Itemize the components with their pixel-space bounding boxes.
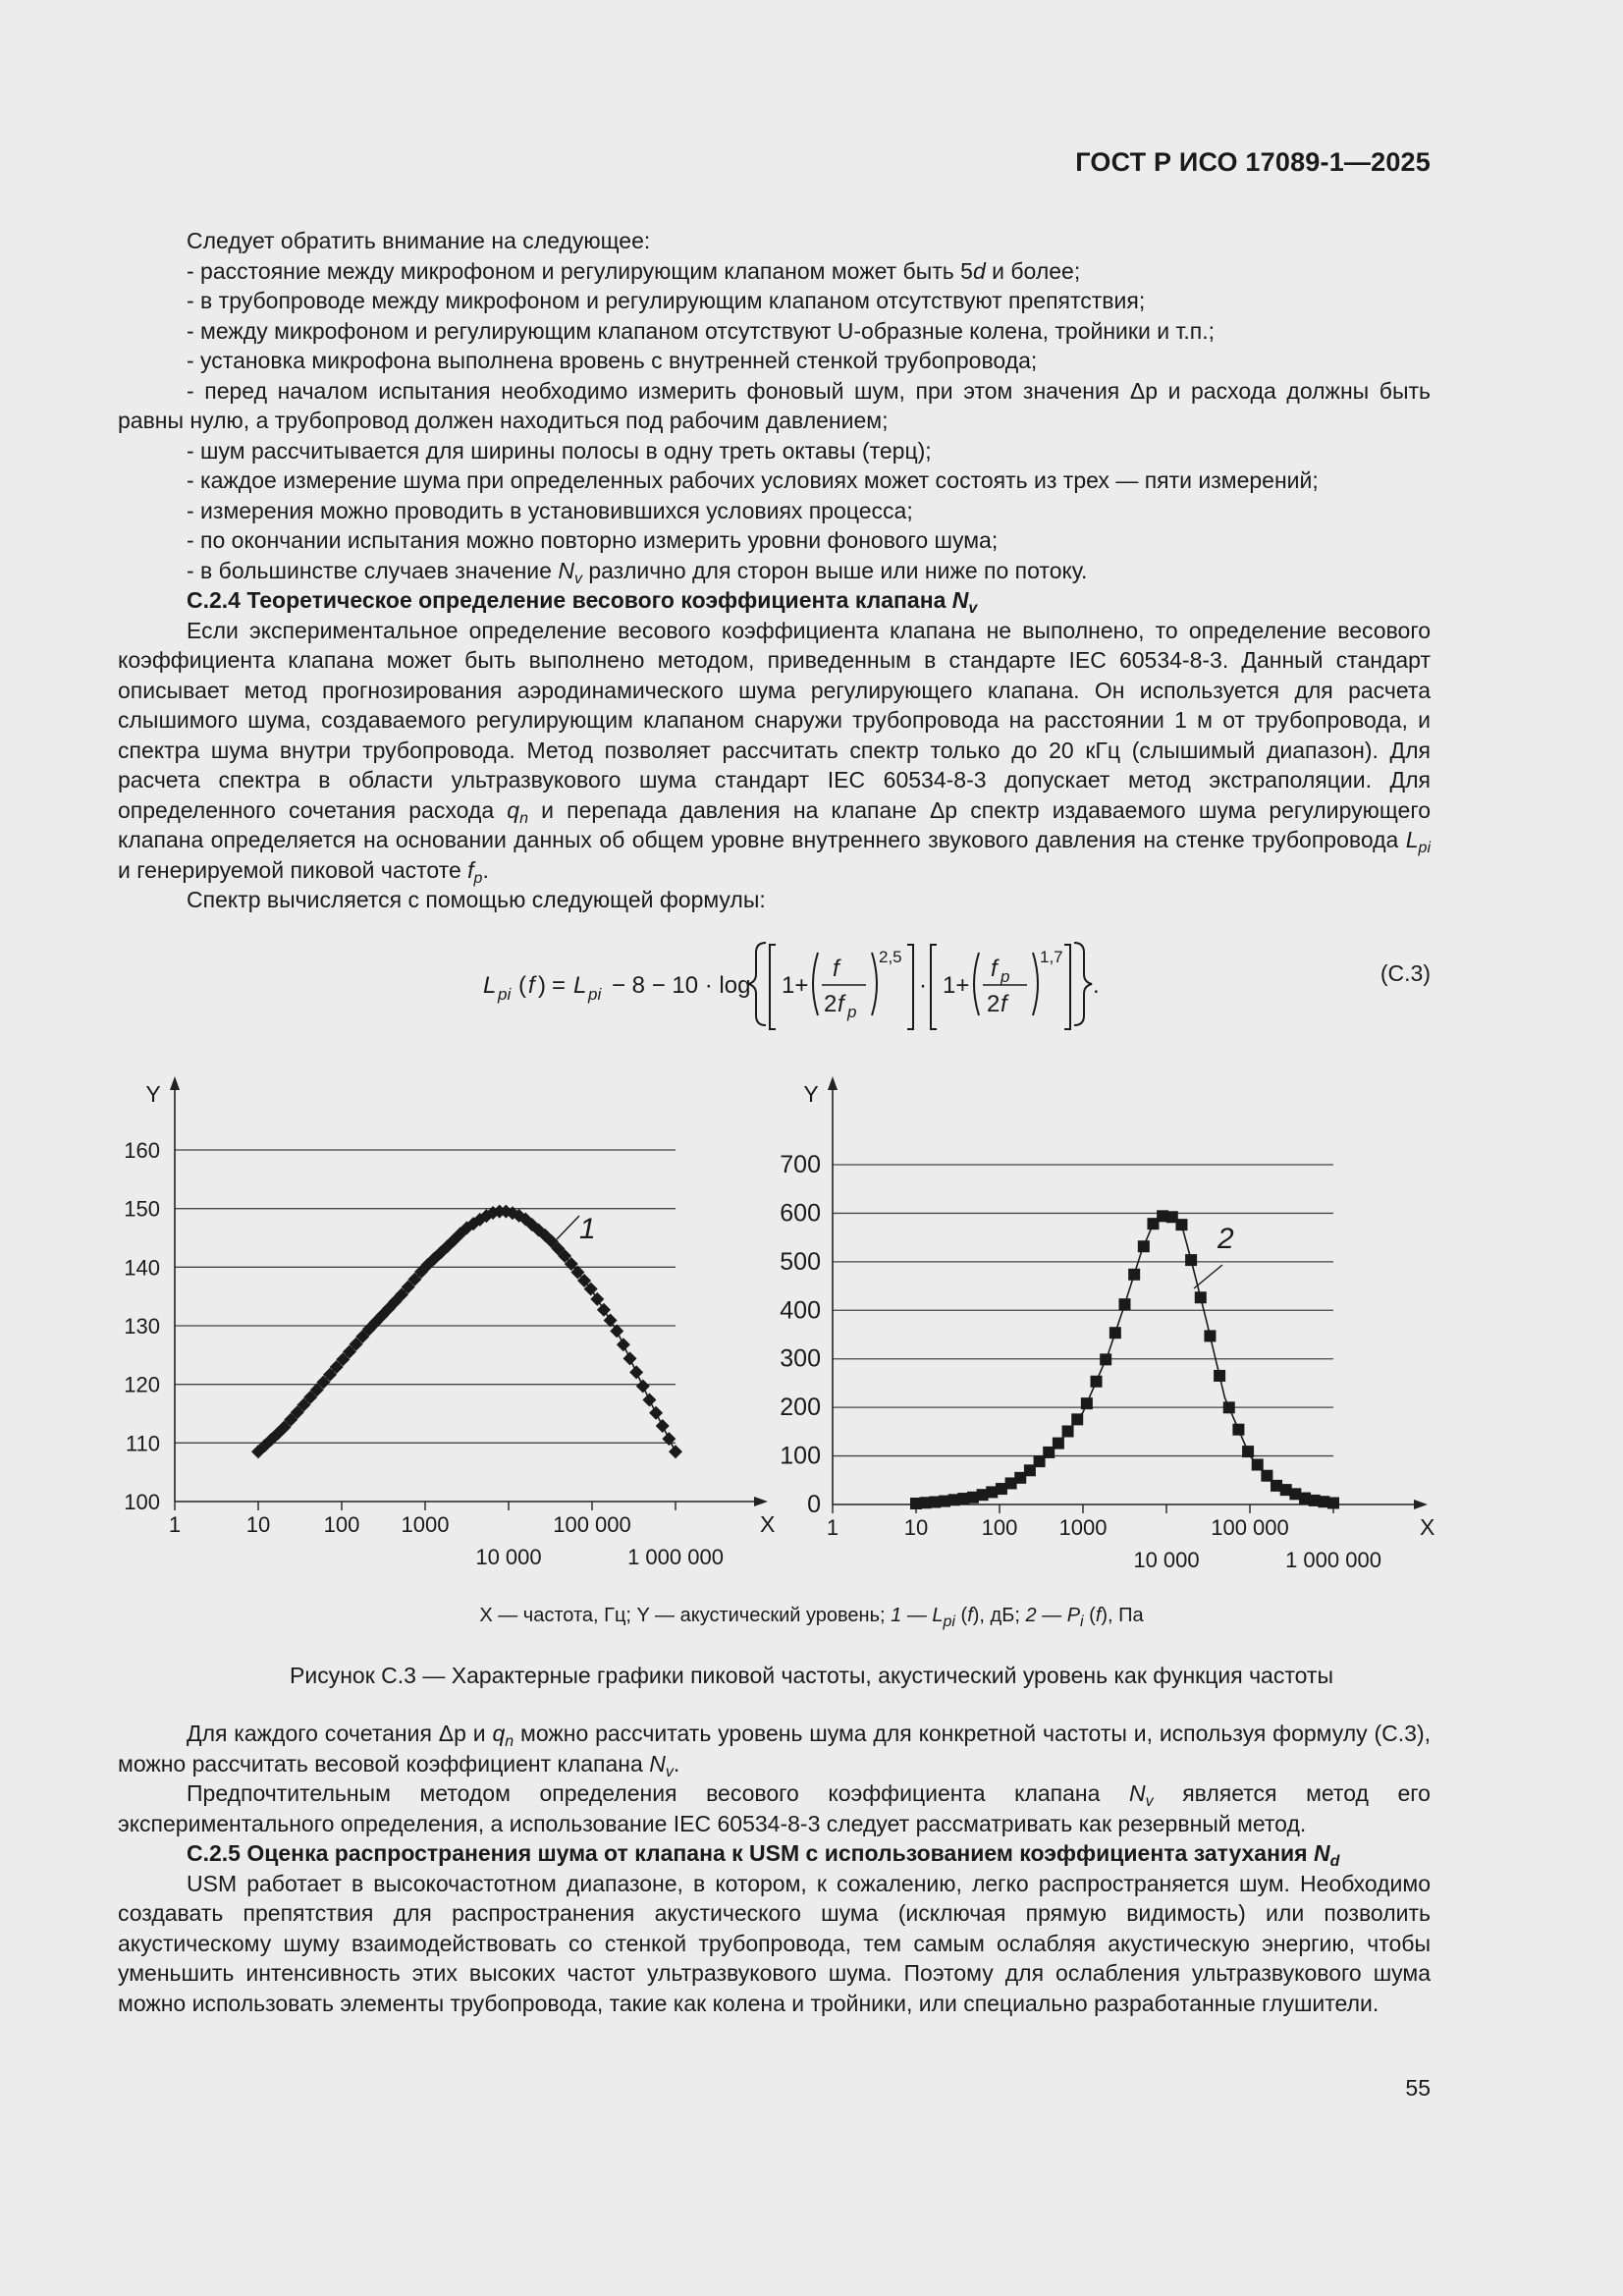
x-tick-label: 1: [168, 1512, 182, 1537]
data-point: [1185, 1254, 1197, 1266]
data-point: [1091, 1376, 1103, 1388]
data-point: [642, 1394, 656, 1407]
paragraph: Предпочтительным методом определения весового коэффициента клапана $N_v$ является метод его экспериментального определения, а использование IEC 60534-8-3 следует рассматривать как резервный метод.: [118, 1780, 1431, 1836]
bullet-item: - расстояние между микрофоном и регулирующим клапаном может быть 5d и более;: [187, 257, 1081, 284]
section-heading: С.2.5 Оценка распространения шума от клапана к USM с использованием коэффициента затухания $N_d$: [187, 1840, 1340, 1870]
x-tick-label: 100 000: [1211, 1515, 1289, 1540]
formula-pi2: pi: [588, 985, 602, 1004]
data-point: [1204, 1330, 1216, 1341]
bullet-item: - перед началом испытания необходимо измерить фоновый шум, при этом значения Δp и расхода должны быть равны нулю, а трубопровод должен находиться под рабочим давлением;: [118, 377, 1431, 433]
data-point: [629, 1365, 643, 1379]
formula-L: L: [483, 972, 497, 999]
paren-left-2: [974, 953, 979, 1015]
paragraph: USM работает в высокочастотном диапазоне, в котором, к сожалению, легко распространяется шум. Необходимо создавать препятствия для распространения акустического шума (исключая прямую видимость) или позволить акустическому шуму взаимодействовать со стенкой трубопровода, тем самым ослабляя акустическую энергию, чтобы уменьшить интенсивность этих высоких частот ультразвукового шума. Поэтому для ослабления ультразвукового шума можно использовать элементы трубопровода, такие как колена и тройники, или специально разработанные глушители.: [118, 1870, 1431, 2016]
data-point: [1053, 1438, 1064, 1449]
x-tick-label: 10 000: [1133, 1548, 1200, 1572]
data-point: [617, 1338, 630, 1351]
bullet-item: - шум рассчитывается для ширины полосы в одну треть октавы (терц);: [187, 437, 932, 464]
x-tick-label: 10: [903, 1515, 929, 1540]
formula-paren: ): [538, 972, 546, 999]
paragraph: Если экспериментальное определение весового коэффициента клапана не выполнено, то определение весового коэффициента клапана может быть выполнено методом, приведенным в стандарте IEC 60534-8-3. Данный стандарт описывает метод прогнозирования аэродинамического шума регулирующего клапана. Он используется для расчета слышимого шума, создаваемого регулирующим клапаном снаружи трубопровода на расстоянии 1 м от трубопровода, и спектра шума внутри трубопровода. Метод позволяет рассчитать спектр только до 20 кГц (слышимый диапазон). Для расчета спектра в области ультразвукового шума стандарт IEC 60534-8-3 допускает метод экстраполяции. Для определенного сочетания расхода $q_n$ и перепада давления на клапане Δp спектр издаваемого шума регулирующего клапана определяется на основании данных об общем уровне внутреннего звукового давления на стенке трубопровода $L_{pi}$ и генерируемой пиковой частоте $f_p$.: [118, 617, 1431, 887]
data-point: [1100, 1353, 1111, 1365]
x-tick-label: 1000: [401, 1512, 450, 1537]
formula-number: (C.3): [1380, 960, 1431, 986]
formula-one-plus-2: 1+: [943, 972, 970, 999]
y-axis-arrow: [170, 1076, 180, 1090]
paren-left: [813, 953, 818, 1015]
data-point: [1128, 1269, 1140, 1281]
y-tick-label: 100: [780, 1442, 821, 1470]
frac1-num: f: [833, 956, 839, 982]
y-axis-arrow: [828, 1076, 838, 1090]
formula-dot: ·: [919, 972, 927, 999]
brace-right: [1074, 943, 1092, 1025]
formula-pi: pi: [498, 985, 512, 1004]
data-point: [1062, 1425, 1074, 1437]
data-point: [1195, 1291, 1207, 1303]
y-tick-label: 110: [125, 1431, 160, 1456]
x-tick-label: 100: [981, 1515, 1018, 1540]
bracket-2-right: [1064, 945, 1070, 1029]
y-axis-letter: Y: [803, 1081, 819, 1107]
formula-graphic: [471, 931, 1100, 1049]
series-label: 1: [579, 1213, 596, 1245]
series-markers: [251, 1205, 682, 1459]
series-label-leader: [557, 1216, 579, 1239]
x-tick-label: 1: [826, 1515, 839, 1540]
figure-legend: X — частота, Гц; Y — акустический уровень; 1 — $L_{pi}$ (f), дБ; 2 — $P_i$ (f), Па: [479, 1605, 1144, 1630]
data-point: [623, 1351, 637, 1365]
y-tick-label: 600: [780, 1199, 821, 1228]
intro-line: Следует обратить внимание на следующее:: [187, 228, 651, 253]
bullet-item: - в большинстве случаев значение $N_v$ различно для сторон выше или ниже по потоку.: [187, 557, 1088, 587]
data-point: [649, 1406, 663, 1420]
x-tick-label: 1 000 000: [627, 1545, 724, 1569]
y-tick-label: 300: [780, 1344, 821, 1373]
formula-paren: (: [518, 972, 526, 999]
formula-period: .: [1093, 972, 1100, 999]
y-tick-label: 200: [780, 1394, 821, 1422]
x-tick-label: 10: [245, 1512, 271, 1537]
formula-f: f: [528, 972, 535, 999]
data-point: [1327, 1498, 1339, 1509]
data-point: [1242, 1446, 1254, 1457]
data-point: [636, 1379, 650, 1393]
x-axis-arrow: [1414, 1500, 1428, 1509]
page-number: 55: [1405, 2075, 1431, 2101]
y-axis-letter: Y: [145, 1081, 161, 1107]
data-point: [1119, 1298, 1131, 1310]
data-point: [1232, 1424, 1244, 1436]
paren-right-2: [1033, 953, 1038, 1015]
exp-1-7: 1,7: [1040, 948, 1063, 966]
y-tick-label: 160: [124, 1138, 160, 1163]
paragraph: Спектр вычисляется с помощью следующей формулы:: [187, 887, 766, 912]
formula-c3: [471, 931, 1431, 1049]
data-point: [669, 1445, 682, 1458]
section-heading: С.2.4 Теоретическое определение весового коэффициента клапана $N_v$: [187, 587, 978, 617]
paren-right: [872, 953, 877, 1015]
frac2-num-p: p: [1001, 967, 1010, 986]
frac1-f: f: [838, 991, 844, 1017]
text-block-bottom: [118, 1719, 1431, 2018]
x-tick-label: 100: [323, 1512, 360, 1537]
formula-eq: =: [552, 972, 567, 999]
bullet-item: - между микрофоном и регулирующим клапаном отсутствуют U-образные колена, тройники и т.п.;: [187, 317, 1216, 344]
x-axis-letter: X: [1420, 1514, 1435, 1540]
bracket-1-left: [770, 945, 776, 1029]
y-tick-label: 500: [780, 1247, 821, 1276]
bullet-item: - измерения можно проводить в установившихся условиях процесса;: [187, 497, 913, 523]
document-header: ГОСТ Р ИСО 17089-1—2025: [1075, 147, 1431, 177]
paragraph: Для каждого сочетания Δp и $q_n$ можно рассчитать уровень шума для конкретной частоты и, используя формулу (С.3), можно рассчитать весовой коэффициент клапана $N_v$.: [118, 1721, 1431, 1780]
x-axis-letter: X: [760, 1511, 776, 1537]
data-point: [1081, 1397, 1093, 1409]
bullet-item: - по окончании испытания можно повторно измерить уровни фонового шума;: [187, 527, 999, 553]
frac2-two: 2: [987, 991, 1001, 1017]
frac1-two: 2: [824, 991, 838, 1017]
x-tick-label: 10 000: [475, 1545, 542, 1569]
chart-left: [118, 1070, 776, 1581]
series-label-leader: [1194, 1265, 1222, 1288]
y-tick-label: 140: [124, 1255, 160, 1281]
formula-one-plus: 1+: [782, 972, 809, 999]
bullet-item: - в трубопроводе между микрофоном и регулирующим клапаном отсутствуют препятствия;: [187, 288, 1146, 313]
data-point: [1214, 1370, 1225, 1382]
formula-L2: L: [573, 972, 587, 999]
x-tick-label: 100 000: [553, 1512, 631, 1537]
series-markers: [910, 1210, 1339, 1509]
data-point: [1223, 1401, 1235, 1413]
frac1-p: p: [847, 1003, 857, 1021]
data-point: [662, 1432, 676, 1446]
bullet-item: - установка микрофона выполнена вровень с внутренней стенкой трубопровода;: [187, 348, 1038, 373]
formula-minus-terms: − 8 − 10 · log: [612, 972, 751, 999]
data-point: [590, 1292, 604, 1306]
bracket-1-right: [907, 945, 913, 1029]
frac2-f: f: [1001, 991, 1007, 1017]
text-block-top: [118, 226, 1431, 915]
chart-right: [780, 1070, 1443, 1581]
frac2-num-f: f: [991, 956, 998, 982]
data-point: [597, 1303, 611, 1317]
x-axis-arrow: [754, 1497, 768, 1506]
bracket-2-left: [931, 945, 937, 1029]
y-tick-label: 100: [124, 1490, 160, 1514]
x-tick-label: 1 000 000: [1285, 1548, 1381, 1572]
data-point: [1071, 1413, 1083, 1425]
y-tick-label: 700: [780, 1151, 821, 1178]
data-point: [656, 1419, 670, 1433]
data-point: [1138, 1240, 1150, 1252]
y-tick-label: 400: [780, 1296, 821, 1325]
x-tick-label: 1000: [1058, 1515, 1108, 1540]
y-tick-label: 130: [124, 1314, 160, 1339]
data-point: [1109, 1327, 1121, 1339]
data-point: [1175, 1219, 1187, 1230]
y-tick-label: 0: [807, 1491, 821, 1518]
y-tick-label: 120: [124, 1372, 160, 1397]
bullet-item: - каждое измерение шума при определенных рабочих условиях может состоять из трех — пяти измерений;: [187, 467, 1319, 493]
series-label: 2: [1217, 1223, 1234, 1255]
figure-caption: Рисунок С.3 — Характерные графики пиковой частоты, акустический уровень как функция частоты: [290, 1663, 1333, 1688]
brace-left: [748, 943, 766, 1025]
data-point: [1252, 1459, 1264, 1471]
y-tick-label: 150: [124, 1196, 160, 1222]
exp-2-5: 2,5: [879, 948, 902, 966]
